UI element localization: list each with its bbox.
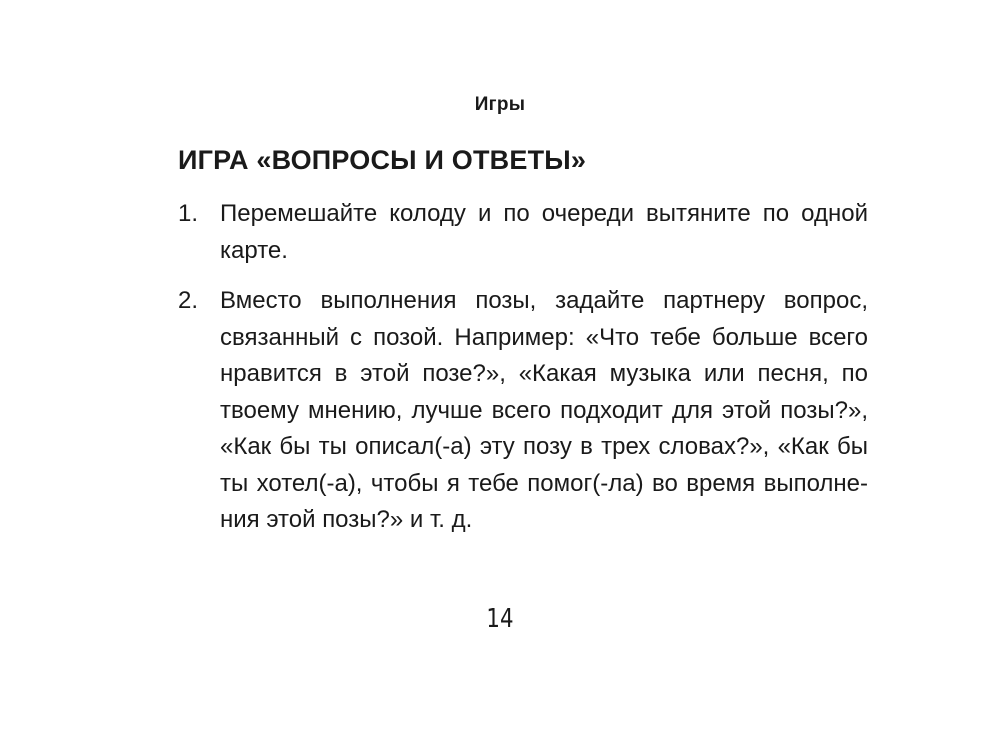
numbered-list [178,196,868,553]
text-line: «Как бы ты описал(-а) эту позу в трех словах?», «Как бы [220,433,868,460]
text-line: связанный с позой. Например: «Что тебе больше всего [220,323,868,351]
list-item [178,196,868,269]
text-line: ты хотел(-а), чтобы я тебе помог(-ла) во время выполне- [220,469,868,497]
page-number: 14 [486,604,514,634]
text-line: карте. [220,236,288,264]
text-line: Вместо выполнения позы, задайте партнеру вопрос, [220,287,868,314]
list-item-number: 2. [178,287,199,314]
text-line: Перемешайте колоду и по очереди вытяните по одной [220,200,868,227]
list-item-number: 1. [178,200,199,227]
text-line: твоему мнению, лучше всего подходит для этой позы?», [220,396,868,424]
running-head: Игры [474,94,526,115]
text-line: ния этой позы?» и т. д. [220,506,473,533]
section-title: ИГРА «ВОПРОСЫ И ОТВЕТЫ» [178,145,587,175]
text-line: нравится в этой позе?», «Какая музыка или песня, по [220,360,868,387]
list-item [178,283,868,539]
